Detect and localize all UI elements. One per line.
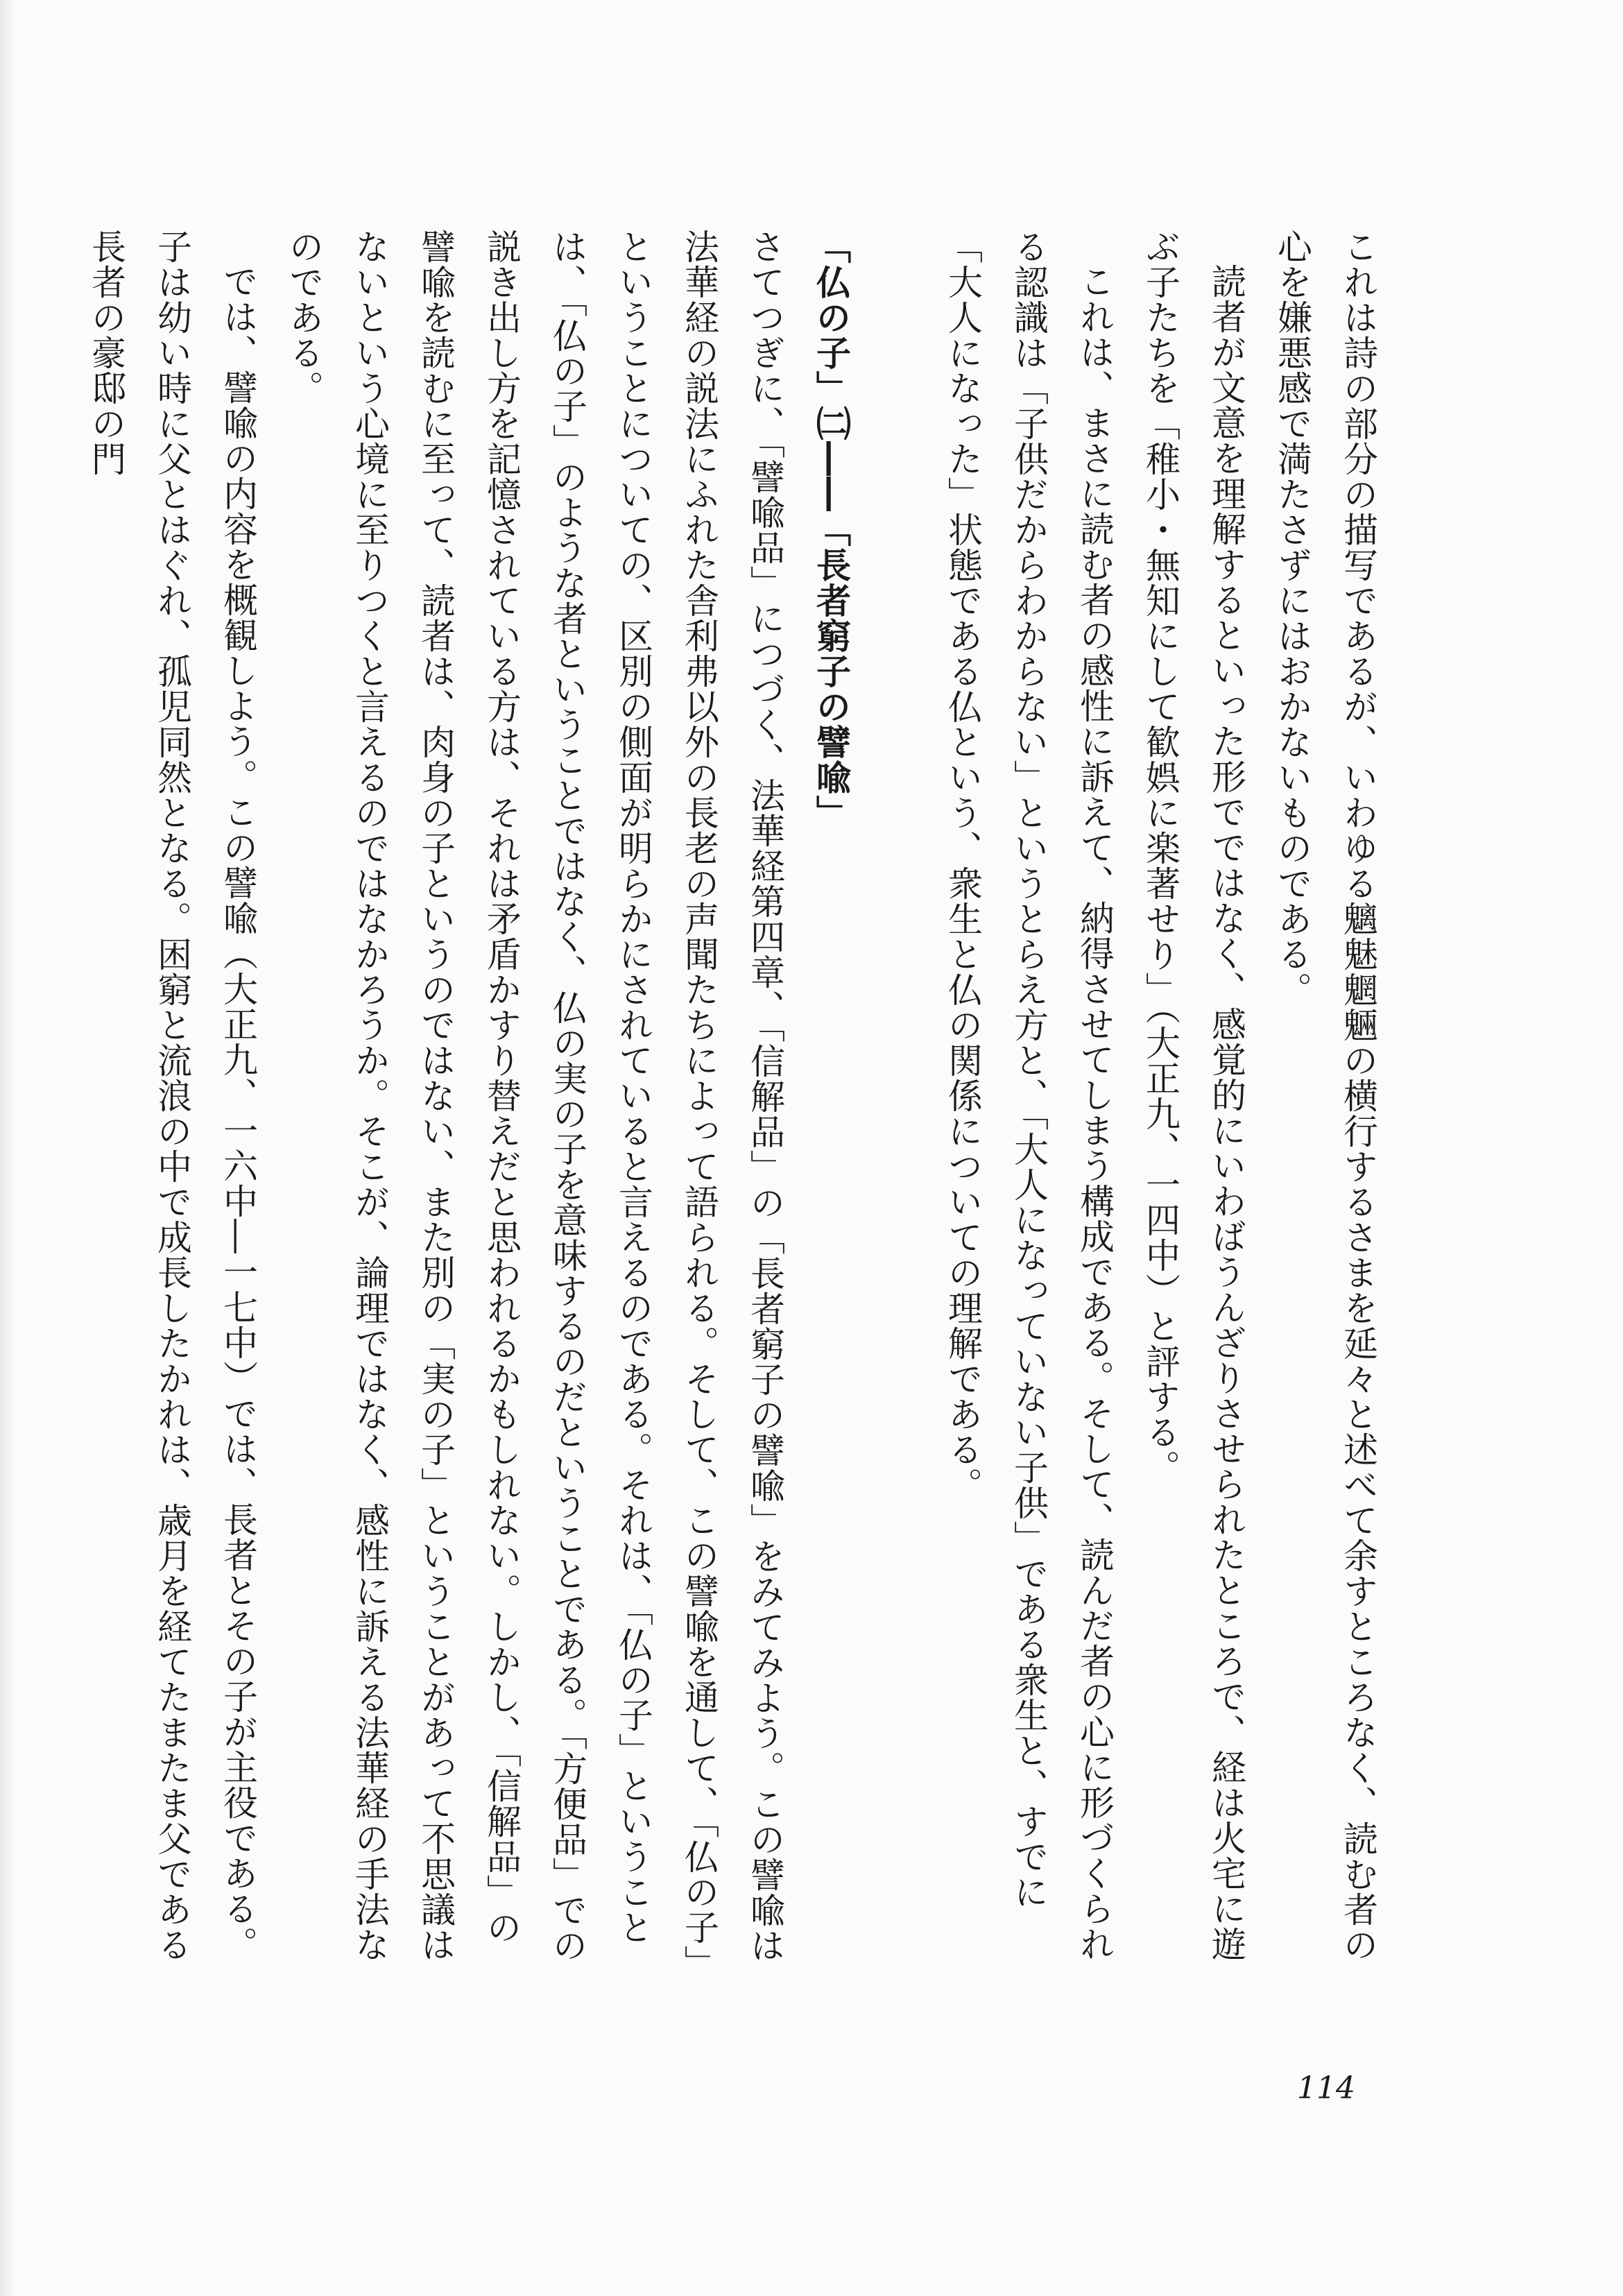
paragraph-2: 読者が文意を理解するといった形でではなく、感覚的にいわばうんざりさせられたところで、経は火宅に遊ぶ子たちを「稚小・無知にして歓娯に楽著せり」（大正九、一四中）と評する。: [1140, 229, 1246, 1962]
vertical-text-body: [73, 229, 1391, 1977]
paragraph-4: さてつぎに、「譬喩品」につづく、法華経第四章、「信解品」の「長者窮子の譬喩」をみてみよう。この譬喩は法華経の説法にふれた舎利弗以外の長老の声聞たちによって語られる。そして、この譬喩を通して、「仏の子」ということについての、区別の側面が明らかにされていると言えるのである。それは、「仏の子」ということは、「仏の子」のような者ということではなく、仏の実の子を意味するのだということである。「方便品」での説き出し方を記憶されている方は、それは矛盾かすり替えだと思われるかもしれない。しかし、「信解品」の譬喩を読むに至って、読者は、肉身の子というのではない、また別の「実の子」ということがあって不思議はないという心境に至りつくと言えるのではなかろうか。そこが、論理ではなく、感性に訴える法華経の手法なのである。: [284, 229, 785, 1963]
paragraph-5: では、譬喩の内容を概観しよう。この譬喩（大正九、一六中―一七中）では、長者とその子が主役である。子は幼い時に父とはぐれ、孤児同然となる。困窮と流浪の中で成長したかれは、歳月を経てたまたま父である長者の豪邸の門: [86, 229, 258, 1962]
paragraph-1: これは詩の部分の描写であるが、いわゆる魑魅魍魎の横行するさまを延々と述べて余すところなく、読む者の心を嫌悪感で満たさずにはおかないものである。: [1272, 229, 1378, 1962]
page-number: 114: [1297, 2071, 1355, 2106]
scan-edge-shadow: [0, 0, 15, 2296]
section-heading: 「仏の子」㈡――「長者窮子の譬喩」: [811, 229, 851, 830]
paragraph-3: これは、まさに読む者の感性に訴えて、納得させてしまう構成である。そして、読んだ者の心に形づくられる認識は「子供だからわからない」というとらえ方と、「大人になっていない子供」である衆生と、すでに「大人になった」状態である仏という、衆生と仏の関係についての理解である。: [943, 229, 1115, 1962]
